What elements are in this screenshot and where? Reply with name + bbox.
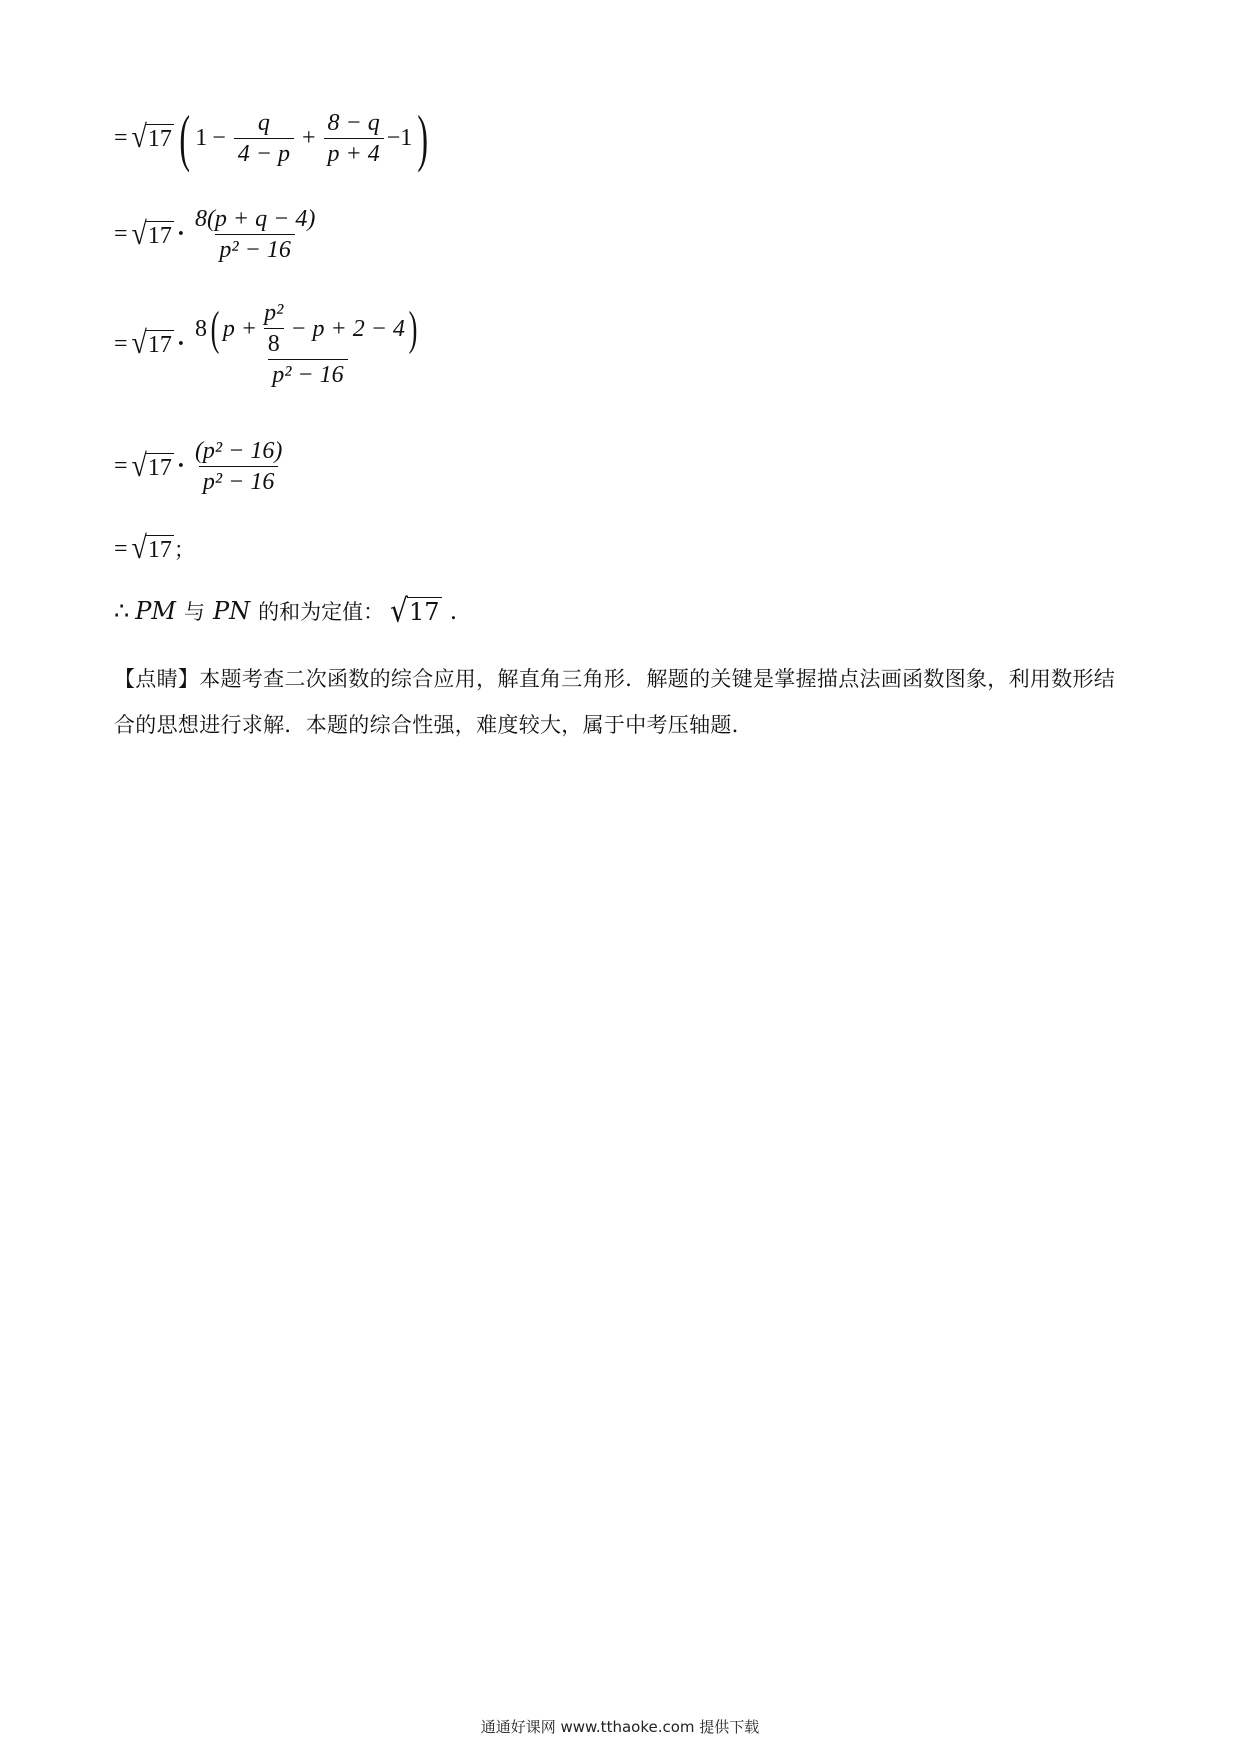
fraction-p-squared-over-8: $\frac{\text{p²}}{8}$ xyxy=(264,300,284,357)
equation-line-1 xyxy=(114,102,434,173)
equation-line-2: = √ 17 · $\frac{8(p + q - 4)}{\text{p² − 16}}$ xyxy=(114,206,322,263)
sqrt-17: √ 17 xyxy=(390,591,440,630)
fraction-line-2: $\frac{8(p + q - 4)}{\text{p² − 16}}$ xyxy=(194,206,316,263)
sqrt-17: √ 17 xyxy=(131,448,172,484)
equation-line-3: = √ 17 · 8 ( p + $\frac{\text{p²}}{8}$ − p + 2 − 4 ) p² − 16 xyxy=(114,300,428,388)
equals-sign: = xyxy=(114,453,128,479)
sqrt-17: √ 17 xyxy=(131,216,172,252)
fraction-line-4: $\frac{\text{(p² − 16)}}{\text{p² − 16}}$ xyxy=(194,438,283,495)
parenthesized-expression: ( 1 − $\frac{q}{4 - p}$ + $\frac{8 - q}{p + 4}$ −1 ) xyxy=(179,102,429,173)
equals-sign: = xyxy=(114,535,128,562)
fraction-line-3: 8 ( p + $\frac{\text{p²}}{8}$ − p + 2 − 4 ) p² − 16 xyxy=(194,300,418,388)
page-footer: 通通好课网 www.tthaoke.com 提供下载 xyxy=(480,1718,760,1736)
comment-paragraph xyxy=(114,656,1124,748)
therefore-symbol: ∴ xyxy=(114,597,130,625)
comment-tag: 【点睛】 xyxy=(114,667,200,691)
equals-sign: = xyxy=(114,330,128,357)
conclusion-line: ∴ PM 与 PN 的和为定值： √ 17 . xyxy=(114,591,458,630)
sqrt-17: √ 17 xyxy=(131,325,172,362)
sqrt-17: √ 17 xyxy=(131,530,172,567)
comment-text: 本题考查二次函数的综合应用，解直角三角形．解题的关键是掌握描点法画函数图象，利用数形结合的思想进行求解．本题的综合性强，难度较大，属于中考压轴题． xyxy=(114,667,1116,737)
fraction-8-minus-q-over-p-plus-4: $\frac{8 - q}{p + 4}$ xyxy=(324,110,384,167)
equation-line-5: = √ 17 ； xyxy=(114,530,195,567)
equals-sign: = xyxy=(114,221,128,247)
fraction-q-over-4-minus-p: $\frac{q}{4 - p}$ xyxy=(234,110,294,167)
sqrt-17: √ 17 xyxy=(131,119,172,156)
equals-sign: = xyxy=(114,124,128,151)
equation-line-4: = √ 17 · $\frac{\text{(p² − 16)}}{\text{p² − 16}}$ xyxy=(114,438,289,495)
